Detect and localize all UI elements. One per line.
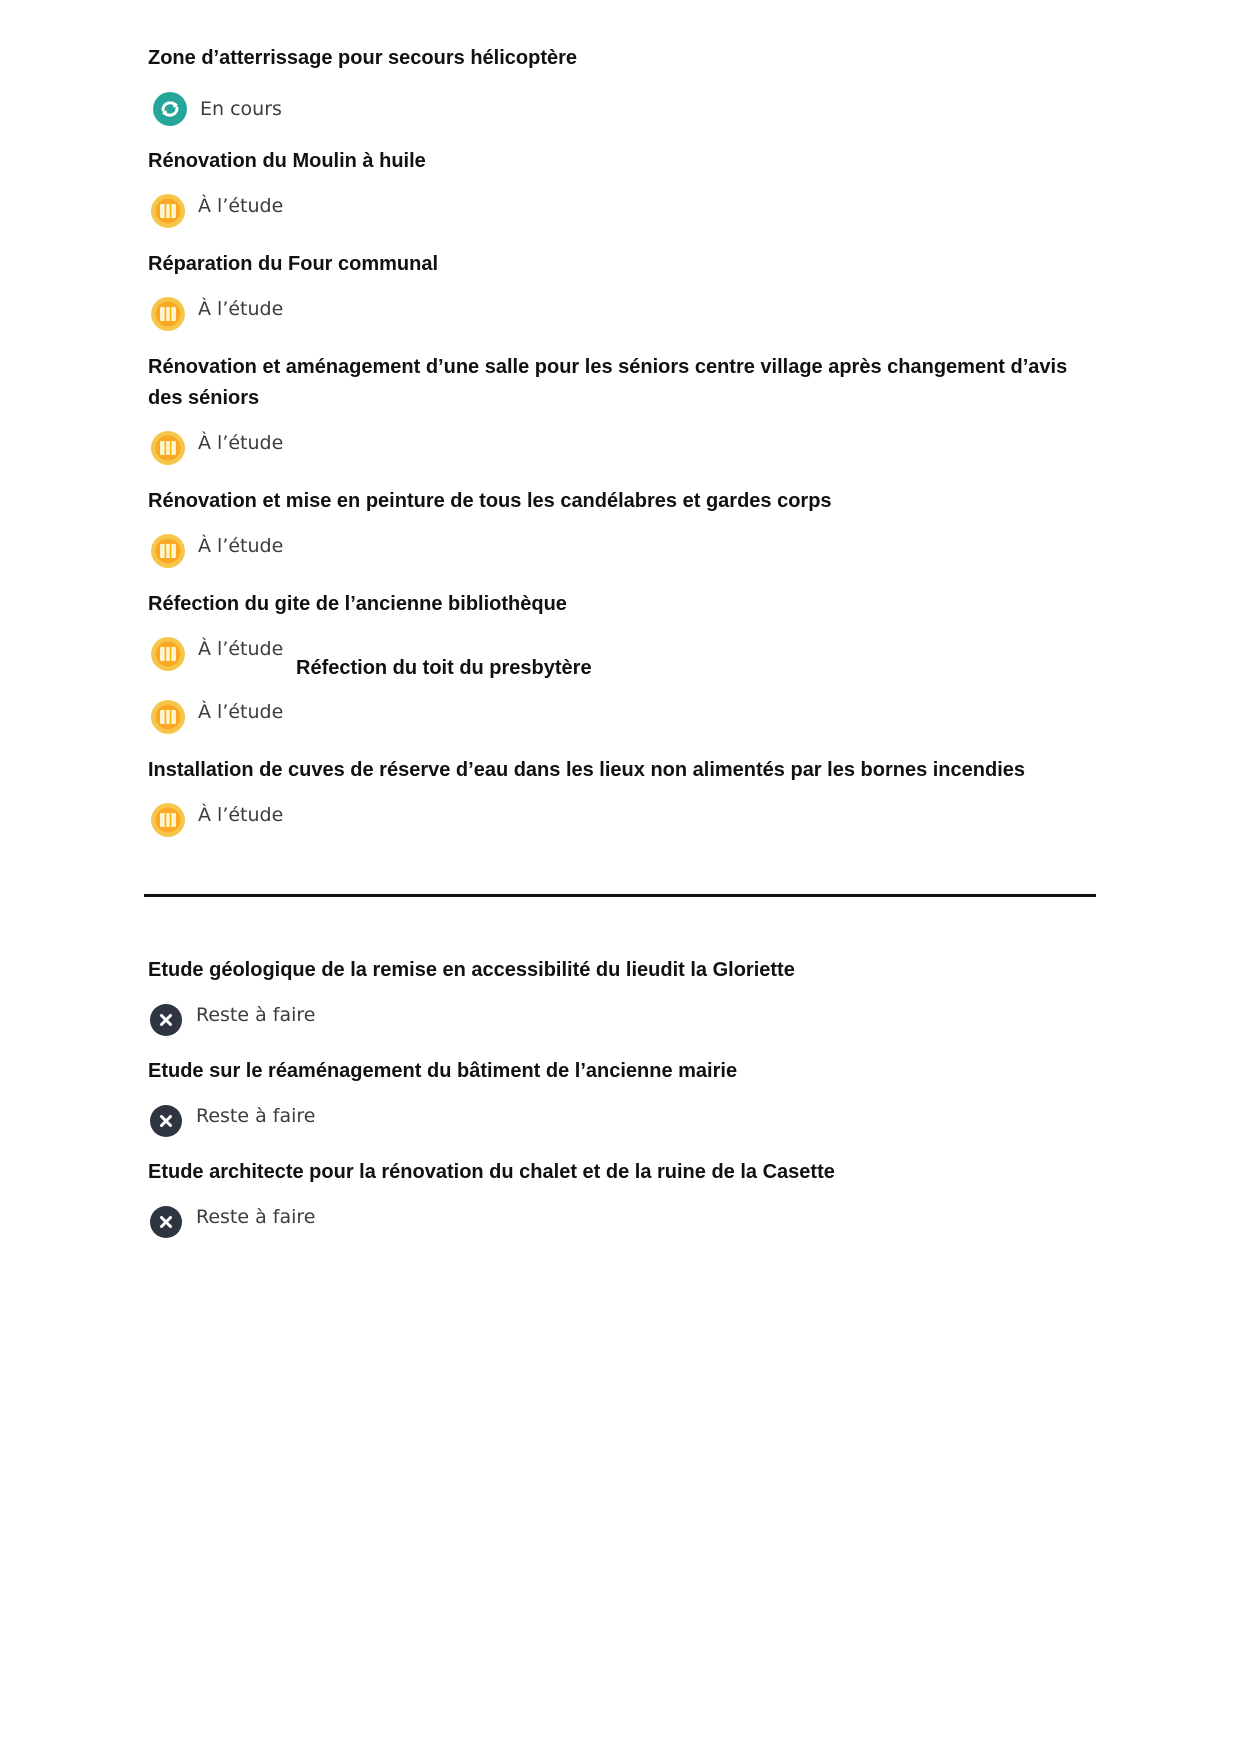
status-label: À l’étude [198,195,284,217]
project-title: Rénovation et aménagement d’une salle pour les séniors centre village après changement d’avis des séniors [148,356,1068,409]
project-title: Réfection du gite de l’ancienne bibliothèque [148,593,567,615]
status-badge [150,531,283,571]
project-title: Rénovation et mise en peinture de tous les candélabres et gardes corps [148,490,832,512]
refresh-icon [152,91,188,127]
section-divider [144,894,1096,897]
close-icon [148,1002,184,1038]
status-label: Reste à faire [196,1004,316,1026]
project-title: Réfection du toit du presbytère [296,657,592,679]
status-badge [148,1000,316,1040]
project-title: Installation de cuves de réserve d’eau dans les lieux non alimentés par les bornes incendies [148,759,1026,781]
status-label: À l’étude [198,701,284,723]
study-icon [150,699,186,735]
status-label: À l’étude [198,804,284,826]
study-icon [150,533,186,569]
status-badge [150,294,283,334]
project-title: Rénovation du Moulin à huile [148,150,426,172]
status-badge [150,191,283,231]
project-title: Réparation du Four communal [148,253,439,275]
study-icon [150,193,186,229]
study-title: Etude sur le réaménagement du bâtiment de l’ancienne mairie [148,1060,738,1082]
status-badge [150,697,283,737]
study-icon [150,636,186,672]
study-icon [150,430,186,466]
status-badge [148,1202,316,1242]
status-badge [150,634,283,674]
study-title: Etude architecte pour la rénovation du chalet et de la ruine de la Casette [148,1161,835,1183]
status-badge [150,800,283,840]
status-badge [148,1101,316,1141]
status-label: À l’étude [198,535,284,557]
status-label: Reste à faire [196,1206,316,1228]
status-label: À l’étude [198,432,284,454]
study-title: Etude géologique de la remise en accessibilité du lieudit la Gloriette [148,959,795,981]
study-icon [150,296,186,332]
close-icon [148,1103,184,1139]
status-label: À l’étude [198,638,284,660]
status-badge [152,89,282,129]
close-icon [148,1204,184,1240]
status-label: Reste à faire [196,1105,316,1127]
status-label: En cours [200,98,282,120]
project-title: Zone d’atterrissage pour secours hélicoptère [148,47,578,69]
status-label: À l’étude [198,298,284,320]
status-badge [150,428,283,468]
study-icon [150,802,186,838]
